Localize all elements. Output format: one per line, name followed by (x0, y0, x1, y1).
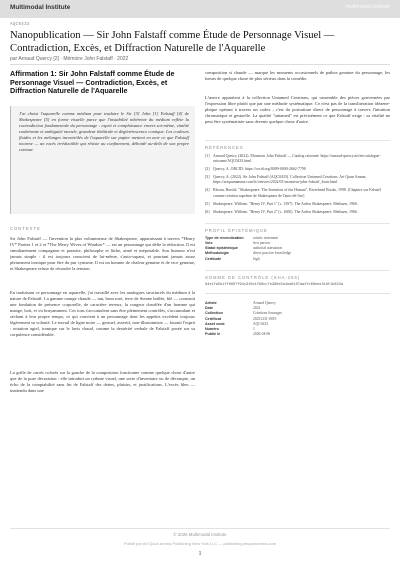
table-row: Certificat 20231231-0019 (205, 316, 277, 321)
section-label-context: CONTEXTE (10, 225, 41, 231)
table-row: Type de revendication artistic statement (205, 235, 279, 240)
right-column (205, 70, 390, 337)
page-title: Nanopublication — Sir John Falstaff comme Étude de Personnage Visuel — Contradiction, Excès, et Diffraction Naturelle de l'Aquarelle (10, 30, 335, 54)
checksum-value: 94e1fa5b1ff0607f94c310e1f68cc7e390e5a4ea6107aa2fc66eee316f1b832a (205, 282, 344, 287)
table-row: Statut épistémique authorial attestation (205, 246, 283, 251)
body-paragraph-3: La grille de carrés colorés sur la gauche de la composition fonctionne comme quelque chose d'autre que de la pure décoration : elle introduit un rythme visuel, une sorte d'inventaire ou de décompte, un écho de la comptabilité sans fin de Falstaff des dettes, plaisirs, et justifications. L'excès bleu — inattendu dans une (10, 369, 195, 394)
table-row: Artiste Arnaud Quercy (205, 301, 276, 306)
page-footer (0, 532, 400, 546)
site-brand[interactable]: Multimodal Institute (10, 4, 71, 11)
details-block (205, 293, 390, 337)
reference-item: [5] Shakespeare, William. "Henry IV, Part 1" (c. 1597). The Arden Shakespeare. Methuen, 1960. (205, 201, 358, 206)
table-row: Publié le 2026-04-06 (205, 332, 271, 337)
body-paragraph-4: L'œuvre appartient à la collection Untamed Creations, qui rassemble des pièces gouvernées par l'expression libre plutôt que par une méthode systématique. Ce n'est pas de la transliteration idéaene-phique opérant à travers un codex ; c'est du portraiture direct de personnage à travers l'intuition chromatique et gestuelle. La qualité "untamed" est précisément ce que Falstaff exige : sa vitalité ne peut être systématisée sans devenir quelque chose d'autre. (205, 95, 390, 125)
table-row: Méthodologie direct practice knowledge (205, 251, 292, 256)
body-paragraph-continued: composition si chaude — marque les moments occasionnels de pathos genuine du personnage, les lueurs de quelque chose de plus sérieux dans la comédie. (205, 70, 390, 82)
page-number: 1 (198, 551, 202, 557)
table-row: Date 2022 (205, 306, 261, 311)
table-row: Voix first person (205, 241, 270, 246)
title-divider (10, 64, 390, 65)
byline: par Arnaud Quercy [2] · Mémoire John Falstaff · 2022 (10, 56, 129, 62)
reference-item[interactable]: [3] Quercy, A. (2022). Sir John Falstaff (AQC0433). Collection Untamed Creations. Art Quun Amma. https://artquunamma.com/fr/oeuvres/2022/01/monsieur-john-falstaff_4win.html (205, 175, 367, 185)
epistemic-profile-table (205, 236, 295, 262)
footer-divider (10, 528, 390, 529)
site-url[interactable]: multimodal.institute (345, 4, 390, 10)
epistemic-profile-label: PROFIL ÉPISTÉMIQUE (205, 223, 390, 233)
table-row: Collection Créations Sauvages (205, 311, 282, 316)
claim-heading: Affirmation 1: Sir John Falstaff comme Étude de Personnage Visuel — Contradiction, Excès, et Diffraction Naturelle de l'Aquarelle (10, 69, 175, 96)
table-row: Asset code AQC0433 (205, 321, 269, 326)
reference-item[interactable]: [1] Arnaud Quercy (2022). Monsieur John Falstaff — Catalog raisonné. https://arnaud-quercy.art/en/catalogue-raisonne/AQC0433.html (205, 154, 381, 164)
abstract-block: J'ai choisi l'aquarelle comme médium pour traduire le Sir [3] John [1] Falstaff [4] de Shakespeare [5] en forme visuelle parce que l'instabilité inhérente du médium reflète la contradiction fondamentale du personnage : esprit et complaisance envers soi-même, vitalité exubérante et ambiguïté morale, grandeur théâtrale et dégénérescence comique. Les couleurs fluides et les mélanges incontrôlés de l'aquarelle sur papier mettent en acte ce que Falstaff incarne — un excès irréductible qui résiste au confinement, débordé au-delà de son propre contour. (10, 106, 195, 214)
table-row: Numéro 1 (205, 327, 255, 332)
document-code: AQC0433 (10, 23, 30, 27)
body-paragraph-2: En traduisant ce personnage en aquarelle, j'ai travaillé avec les analogues structurels du médium à la nature de Falstaff. La gamme orange chaude — tan, brun rosé, terre de Sienne brûlée, blé — construit une fondation de présence corporelle, de caractère terreux, la rougeur chauffée d'un homme qui mange, boit, et vit bruyamment. Ces tons s'accumulent sans être pleinement contrôlés, s'accumulant et séchant à leur propre tempo, ce qui convient à un personnage dont les appétits excèdent toujours légèrement sa volonté. Le travail de ligne noire — gestuel, assertif, non-illusionniste — fournit l'esprit : notation agiel, ironique sur le lavis chaud, comme la dextérité verbale de Falstaff posée sur sa corpulence considérable. (10, 289, 195, 338)
table-row: Certitude high (205, 256, 260, 261)
references-label: RÉFÉRENCES (205, 140, 390, 150)
reference-item: [4] Bloom, Harold. "Shakespeare: The Invention of the Human". Riverhead Books, 1998. [Chapitre sur Falstaff comme création suprême de Shakespeare de l'auto-dé-lice] (205, 188, 381, 198)
top-bar (0, 0, 400, 18)
artwork-details-table (205, 301, 286, 337)
copyright-text: © 2026 Multimodal Institute (173, 532, 227, 537)
checksum-label: SOMME DE CONTRÔLE (SHA-256) (205, 270, 390, 280)
body-paragraph-1: Sir John Falstaff — l'invention la plus volumineuse de Shakespeare, apparaissant à travers *Henry IV* Parties 1 et 2 et *The Merry Wives of Windsor* — est un personnage qui défie la réduction. Il est simultanément compagnon et parasite, philosophe et lâche, aimé et méprisable. Son humour n'est jamais simple : il est toujours conscient de lui-même, s'auto-sapant, et pourtant jamais assez pleinement ironique pour être du pur cynisme. Il est un homme de chaleur genuine et de vice genuine, et Shakespeare refuse de résoudre la tension. (10, 235, 195, 272)
publisher-text[interactable]: Publié par Art Quun Amma Publishing New York LLC — publishing.artquunamma.com (123, 541, 277, 546)
reference-item: [6] Shakespeare, William. "Henry IV, Part 2" (c. 1600). The Arden Shakespeare. Methuen, 1966. (205, 209, 358, 214)
reference-list (205, 154, 390, 215)
left-column (10, 70, 195, 407)
reference-item[interactable]: [2] Quercy, A. ORCID: https://orcid.org/0009-0000-2662-7790 (205, 167, 306, 172)
